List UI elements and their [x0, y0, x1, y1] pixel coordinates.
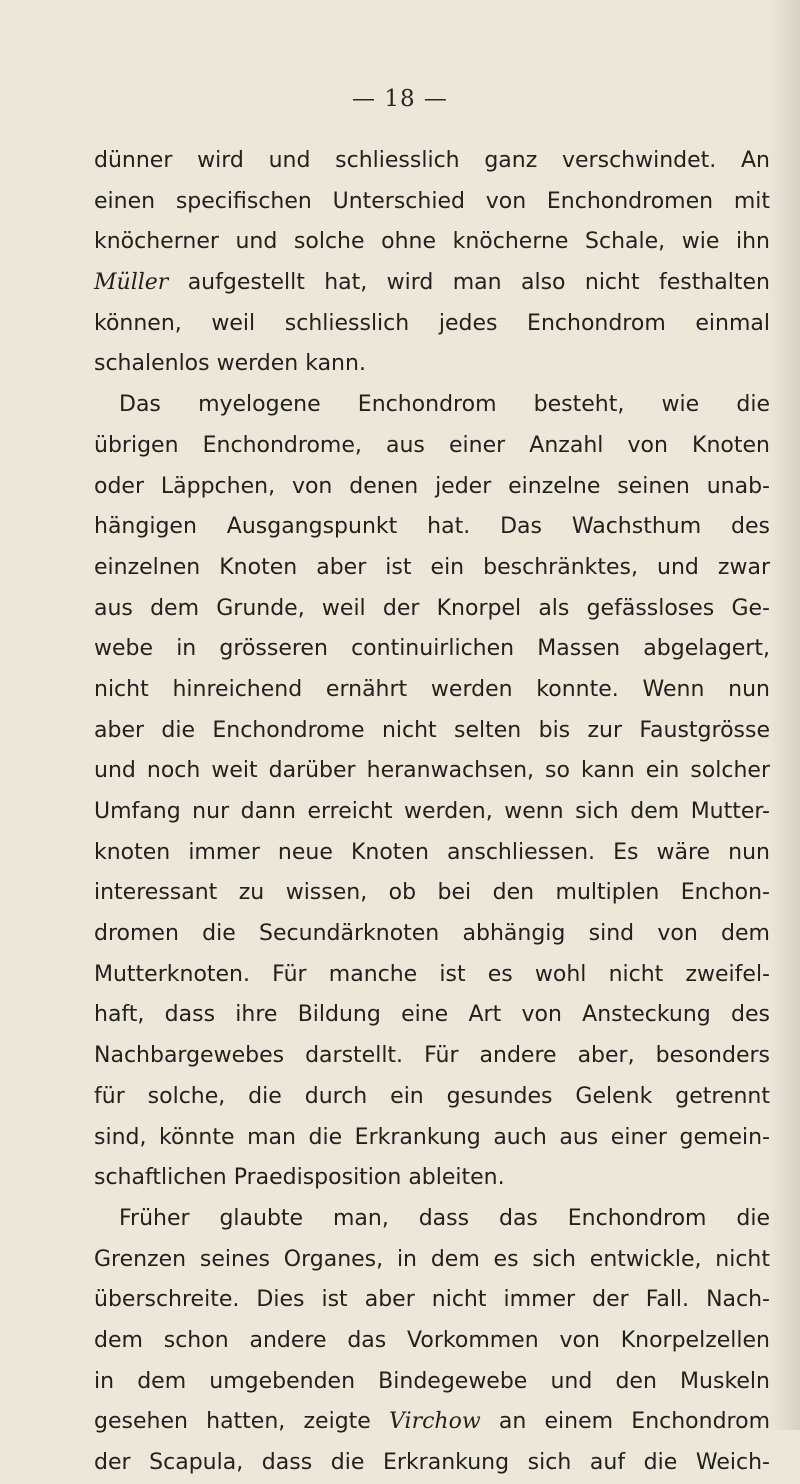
body-text: [94, 141, 770, 1484]
text-line: [94, 222, 770, 263]
text-line: [94, 182, 770, 223]
line-text: interessant zu wissen, ob bei den multiplen Enchon-: [94, 880, 770, 906]
line-text-continued: an einem Enchondrom: [480, 1409, 771, 1435]
text-line: [94, 1036, 770, 1077]
text-line: [94, 1362, 770, 1403]
line-text: der Scapula, dass die Erkrankung sich auf die Weich-: [94, 1450, 770, 1475]
line-text: dünner wird und schliesslich ganz verschwindet. An: [94, 148, 770, 173]
text-line: [94, 385, 770, 426]
text-line: [94, 548, 770, 589]
text-line: [94, 141, 770, 182]
text-line: [94, 914, 770, 955]
line-text: für solche, die durch ein gesundes Gelenk getrennt: [94, 1083, 770, 1109]
line-text: webe in grösseren continuirlichen Massen abgelagert,: [94, 636, 770, 662]
line-text: und noch weit darüber heranwachsen, so kann ein solcher: [94, 758, 770, 784]
italic-name: Virchow: [389, 1409, 481, 1435]
page-number: — 18 —: [352, 86, 448, 112]
italic-name: Müller: [94, 270, 169, 296]
text-line: [94, 833, 770, 874]
line-text: aufgestellt hat, wird man also nicht festhalten: [168, 270, 770, 296]
line-text: oder Läppchen, von denen jeder einzelne seinen unab-: [94, 473, 770, 499]
line-text: sind, könnte man die Erkrankung auch aus einer gemein-: [94, 1124, 770, 1150]
line-text: können, weil schliesslich jedes Enchondrom einmal: [94, 310, 770, 336]
line-text: dem schon andere das Vorkommen von Knorpelzellen: [94, 1327, 770, 1353]
text-line: [94, 1158, 770, 1199]
line-text: schalenlos werden kann.: [94, 351, 366, 377]
line-text: dromen die Secundärknoten abhängig sind von dem: [94, 921, 770, 947]
text-line: [94, 304, 770, 345]
text-line: [94, 670, 770, 711]
line-text: Nachbargewebes darstellt. Für andere aber, besonders: [94, 1043, 770, 1069]
text-line: [94, 589, 770, 630]
text-line: [94, 995, 770, 1036]
text-line: [94, 711, 770, 752]
text-line: [94, 1077, 770, 1118]
line-text: nicht hinreichend ernährt werden konnte. Wenn nun: [94, 676, 770, 702]
line-text: schaftlichen Praedisposition ableiten.: [94, 1165, 505, 1191]
text-line: [94, 792, 770, 833]
line-text: knoten immer neue Knoten anschliessen. Es wäre nun: [94, 839, 770, 865]
line-text: aus dem Grunde, weil der Knorpel als gefässloses Ge-: [94, 595, 770, 621]
line-text: übrigen Enchondrome, aus einer Anzahl von Knoten: [94, 432, 770, 458]
text-line: [94, 1321, 770, 1362]
text-line: [94, 507, 770, 548]
line-text: knöcherner und solche ohne knöcherne Schale, wie ihn: [94, 229, 770, 255]
line-text: aber die Enchondrome nicht selten bis zur Faustgrösse: [94, 717, 770, 743]
line-text: überschreite. Dies ist aber nicht immer der Fall. Nach-: [94, 1287, 770, 1313]
text-line: [94, 426, 770, 467]
text-line: [94, 467, 770, 508]
text-line: [94, 1199, 770, 1240]
line-text: Das myelogene Enchondrom besteht, wie die: [119, 392, 770, 418]
line-text: Mutterknoten. Für manche ist es wohl nicht zweifel-: [94, 961, 770, 987]
text-line: [94, 1118, 770, 1159]
line-text: einen specifischen Unterschied von Enchondromen mit: [94, 188, 770, 214]
text-line: [94, 344, 770, 385]
text-line: [94, 751, 770, 792]
line-text: Grenzen seines Organes, in dem es sich entwickle, nicht: [94, 1246, 770, 1272]
text-line: [94, 873, 770, 914]
text-line: [94, 1402, 770, 1443]
text-line: [94, 1280, 770, 1321]
text-line: [94, 263, 770, 304]
text-line: [94, 629, 770, 670]
text-line: [94, 1240, 770, 1281]
line-text: gesehen hatten, zeigte: [94, 1409, 390, 1435]
line-text: hängigen Ausgangspunkt hat. Das Wachsthum des: [94, 514, 770, 540]
text-line: [94, 955, 770, 996]
line-text: in dem umgebenden Bindegewebe und den Muskeln: [94, 1368, 770, 1394]
line-text: einzelnen Knoten aber ist ein beschränktes, und zwar: [94, 554, 770, 580]
text-line: [94, 1443, 770, 1484]
line-text: Früher glaubte man, dass das Enchondrom die: [119, 1205, 770, 1231]
line-text: haft, dass ihre Bildung eine Art von Ansteckung des: [94, 1002, 770, 1028]
line-text: Umfang nur dann erreicht werden, wenn sich dem Mutter-: [94, 799, 770, 824]
